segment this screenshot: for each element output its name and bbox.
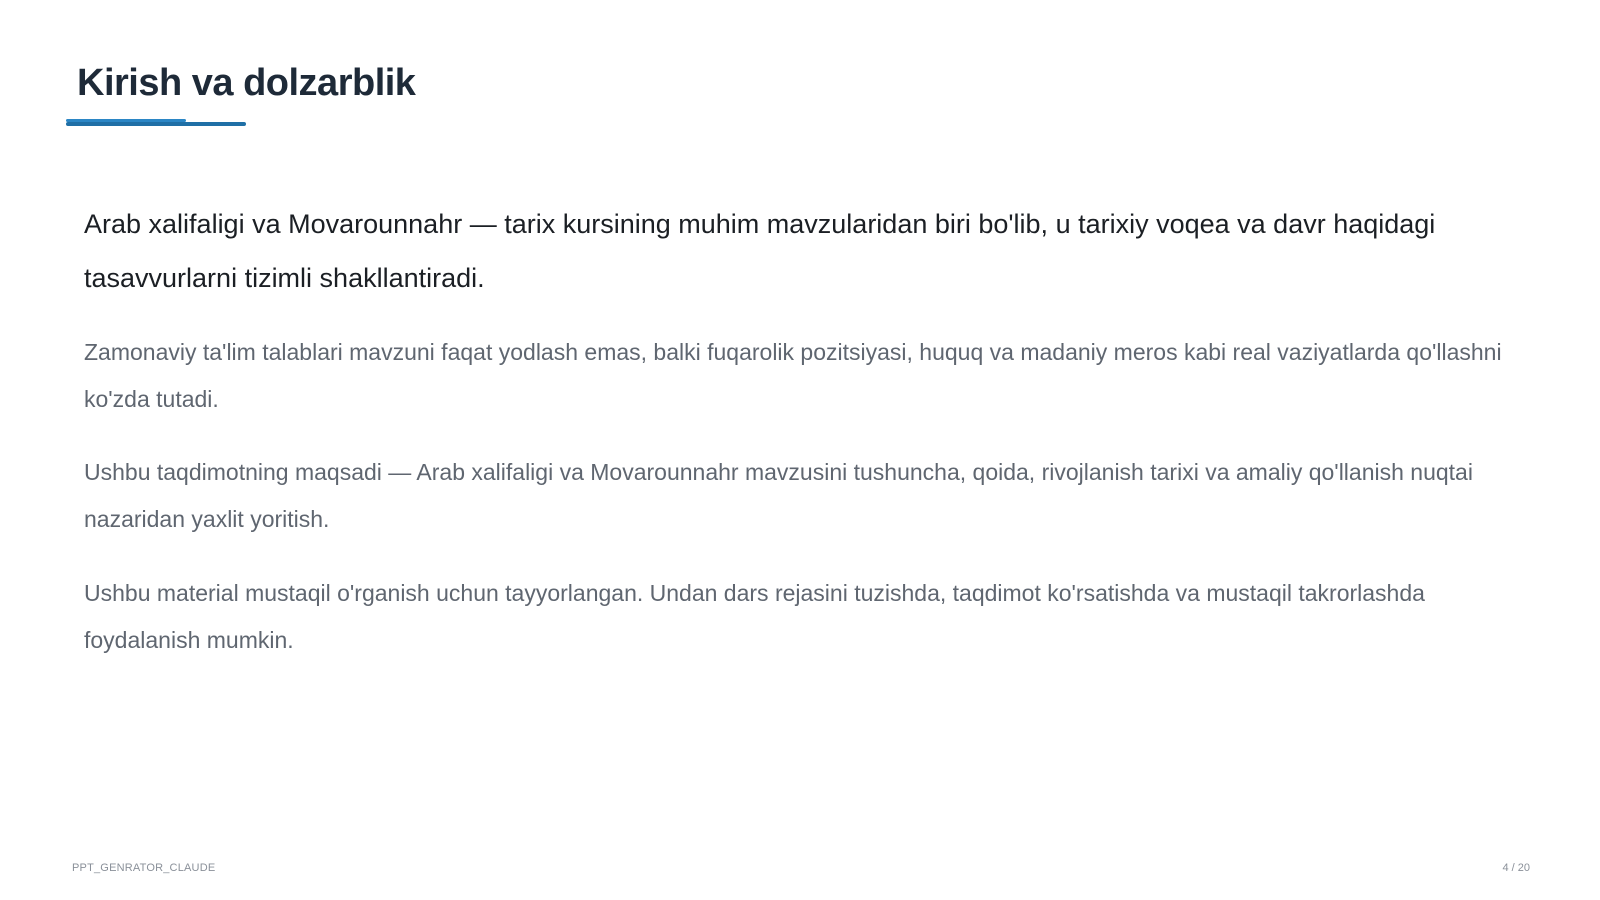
- footer-source-label: PPT_GENRATOR_CLAUDE: [72, 862, 216, 874]
- body-paragraph: Zamonaviy ta'lim talablari mavzuni faqat yodlash emas, balki fuqarolik pozitsiyasi, huquq va madaniy meros kabi real vaziyatlarda qo'llashni ko'zda tutadi.: [84, 339, 1502, 412]
- body-paragraph: Ushbu material mustaqil o'rganish uchun tayyorlangan. Undan dars rejasini tuzishda, taqdimot ko'rsatishda va mustaqil takrorlashda foydalanish mumkin.: [84, 580, 1425, 653]
- page-number: 4 / 20: [1502, 862, 1530, 874]
- body-paragraph: Ushbu taqdimotning maqsadi — Arab xalifaligi va Movarounnahr mavzusini tushuncha, qoida, rivojlanish tarixi va amaliy qo'llanish nuqtai nazaridan yaxlit yoritish.: [84, 459, 1473, 532]
- title-underline: [66, 122, 246, 126]
- lead-paragraph: Arab xalifaligi va Movarounnahr — tarix kursining muhim mavzularidan biri bo'lib, u tarixiy voqea va davr haqidagi tasavvurlarni tizimli shakllantiradi.: [84, 209, 1436, 293]
- slide-title: Kirish va dolzarblik: [77, 62, 416, 104]
